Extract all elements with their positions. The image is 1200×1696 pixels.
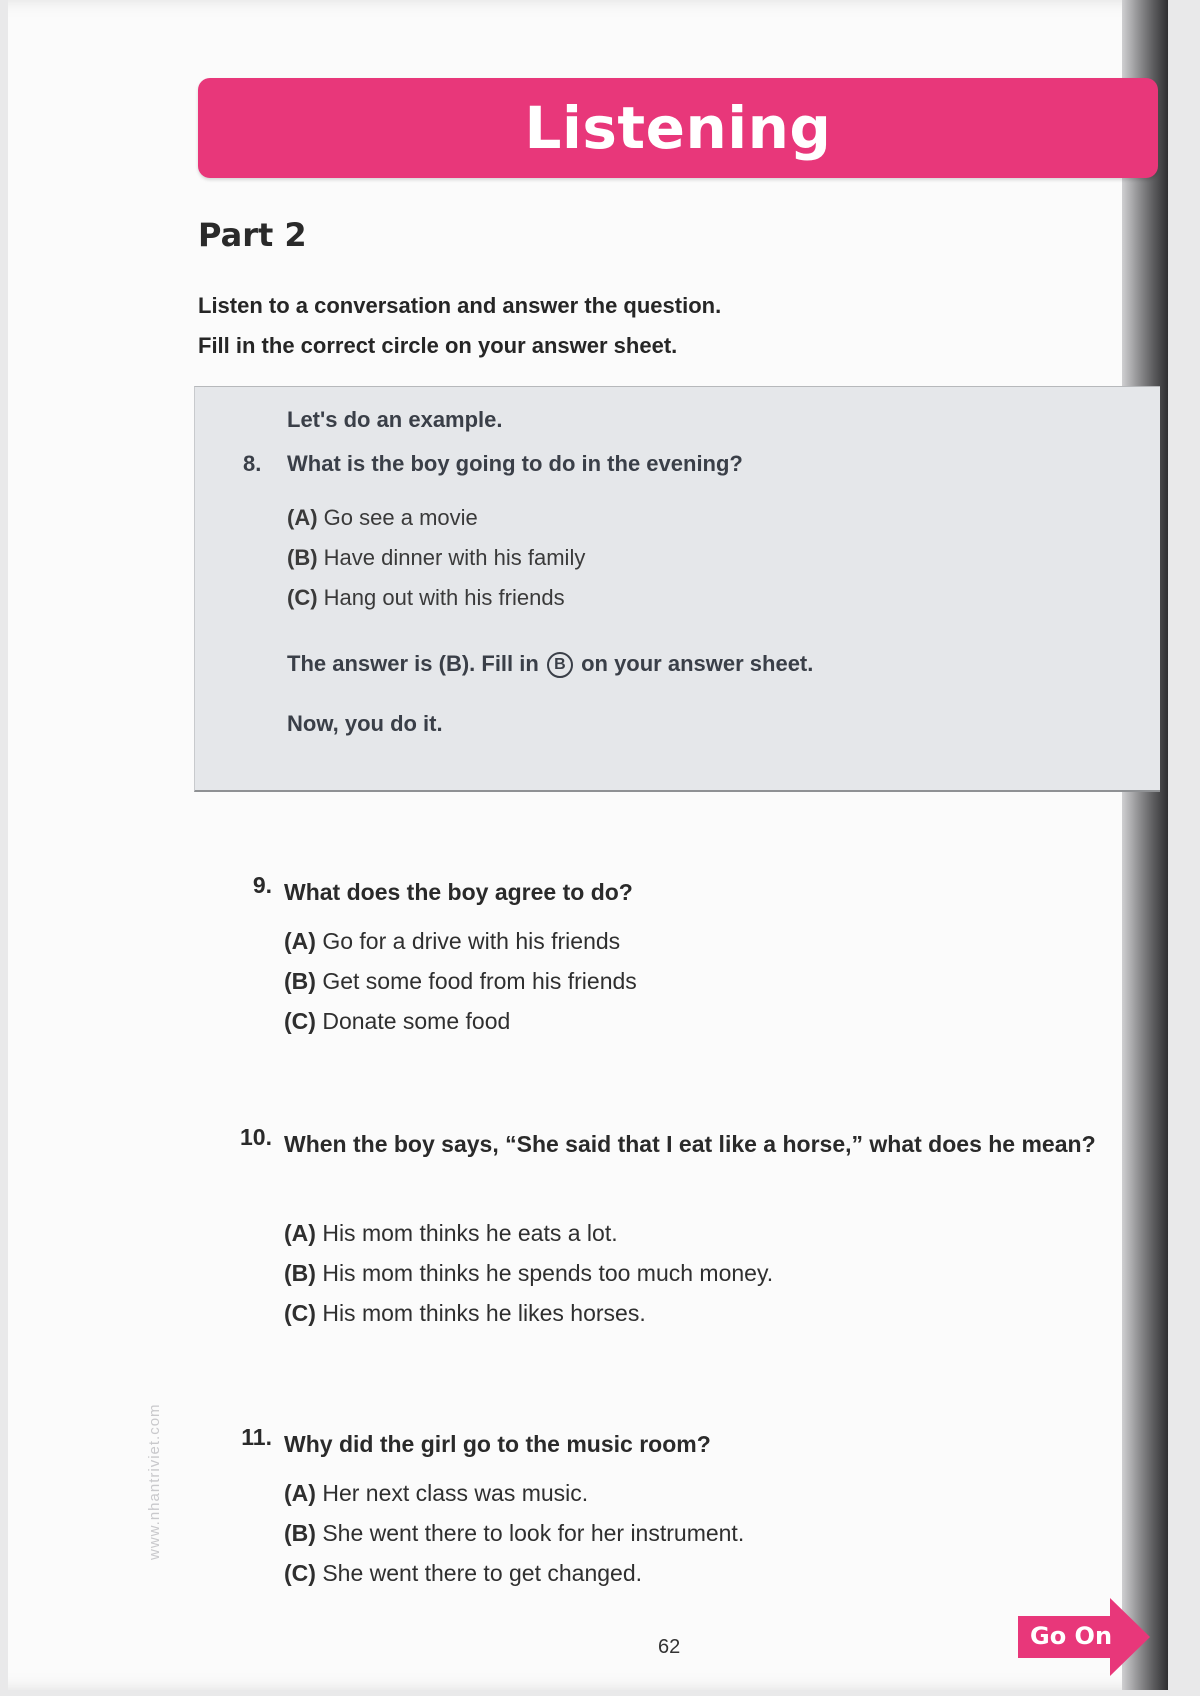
question-text: Why did the girl go to the music room? — [284, 1431, 711, 1457]
answer-circle-icon: B — [547, 652, 573, 678]
option-b — [284, 1260, 773, 1287]
option-c — [284, 1300, 646, 1327]
option-letter: (B) — [284, 1520, 316, 1546]
option-letter: (B) — [284, 1260, 316, 1286]
example-option-b — [287, 545, 585, 571]
option-text: His mom thinks he eats a lot. — [322, 1220, 618, 1246]
question-number: 11. — [241, 1424, 272, 1450]
option-text: Go see a movie — [323, 505, 478, 530]
question-number: 10. — [240, 1124, 272, 1150]
option-letter: (C) — [287, 585, 318, 610]
option-c — [284, 1008, 510, 1035]
book-spine-shadow — [1122, 0, 1168, 1690]
go-on-button[interactable] — [1018, 1598, 1150, 1676]
option-a — [284, 1480, 588, 1507]
page-number: 62 — [658, 1636, 681, 1658]
section-banner — [198, 78, 1158, 178]
option-letter: (C) — [284, 1560, 316, 1586]
option-a — [284, 928, 620, 955]
book-page — [8, 0, 1168, 1690]
option-letter: (A) — [284, 1220, 316, 1246]
example-option-a — [287, 505, 478, 531]
option-letter: (A) — [284, 1480, 316, 1506]
watermark: www.nhantriviet.com — [146, 1403, 163, 1560]
example-question-number: 8. — [243, 451, 262, 476]
option-text: His mom thinks he spends too much money. — [322, 1260, 774, 1286]
option-a — [284, 1220, 618, 1247]
option-text: His mom thinks he likes horses. — [322, 1300, 646, 1326]
example-option-c — [287, 585, 565, 611]
option-text: Have dinner with his family — [323, 545, 586, 570]
go-on-label: Go On — [1030, 1622, 1113, 1650]
option-letter: (B) — [287, 545, 318, 570]
example-question: What is the boy going to do in the evening? — [287, 451, 743, 476]
option-b — [284, 1520, 744, 1547]
section-title: Listening — [524, 94, 832, 162]
question-number: 9. — [252, 872, 272, 898]
option-text: Go for a drive with his friends — [322, 928, 621, 954]
option-text: She went there to look for her instrument. — [322, 1520, 745, 1546]
option-text: Her next class was music. — [322, 1480, 589, 1506]
option-c — [284, 1560, 642, 1587]
part-title: Part 2 — [198, 216, 307, 254]
option-text: Hang out with his friends — [323, 585, 565, 610]
instruction-line: Listen to a conversation and answer the question. — [198, 293, 722, 318]
option-letter: (C) — [284, 1008, 316, 1034]
option-letter: (A) — [284, 928, 316, 954]
example-intro: Let's do an example. — [287, 407, 503, 432]
option-letter: (A) — [287, 505, 318, 530]
option-text: Donate some food — [322, 1008, 511, 1034]
option-text: She went there to get changed. — [322, 1560, 643, 1586]
option-letter: (B) — [284, 968, 316, 994]
option-b — [284, 968, 637, 995]
example-answer — [287, 651, 813, 678]
question-text: What does the boy agree to do? — [284, 879, 633, 905]
example-box — [194, 386, 1160, 792]
instructions — [198, 286, 1098, 366]
question-text: When the boy says, “She said that I eat like a horse,” what does he mean? — [284, 1131, 1096, 1157]
option-letter: (C) — [284, 1300, 316, 1326]
answer-prefix: The answer is (B). Fill in — [287, 651, 539, 676]
example-closing: Now, you do it. — [287, 711, 443, 736]
instruction-line: Fill in the correct circle on your answer sheet. — [198, 333, 678, 358]
answer-suffix: on your answer sheet. — [581, 651, 814, 676]
option-text: Get some food from his friends — [322, 968, 637, 994]
